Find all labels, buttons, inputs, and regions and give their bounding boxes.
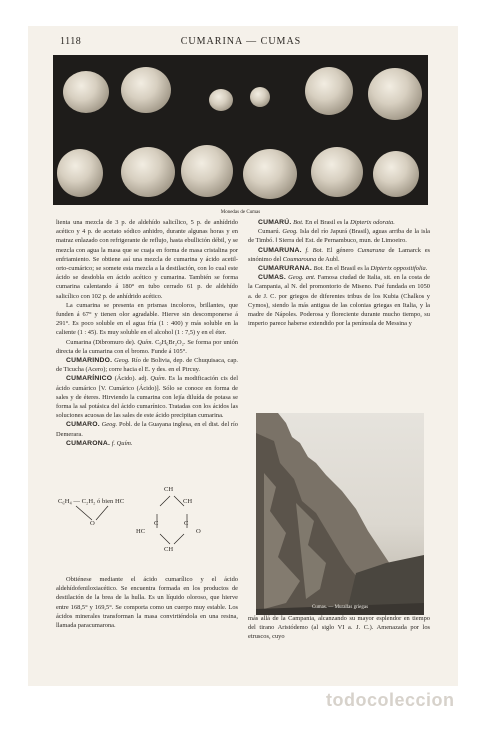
dibromuro-entry bbox=[56, 338, 238, 356]
tag-cumarona: f. Quím. bbox=[110, 439, 133, 447]
genus-cumaruna: Cumaruna bbox=[357, 246, 385, 254]
ruins-drawing bbox=[256, 413, 424, 615]
text-cumaru-geog: Isla del río Japurá (Brasil), aguas arriba de la isla de Timbó. ‖ Sierra del Est. de Pernambuco, mun. de Limoeiro. bbox=[248, 228, 430, 245]
dibromuro-text: C₉H₆Br₂O₂. Se forma por unión directa de la cumarina con el bromo. Funde á 105°. bbox=[56, 338, 238, 355]
entry-cumas bbox=[248, 273, 430, 328]
coin-12 bbox=[373, 151, 419, 197]
text-cumaruna-2: de Lamarck es sinónimo del bbox=[248, 246, 431, 263]
ruins-caption: Cumas. — Murallas griegas bbox=[311, 605, 369, 610]
headword-cumarindo: CUMARINDO. bbox=[66, 357, 113, 365]
formula-hc-left: HC bbox=[136, 528, 146, 535]
coin-11 bbox=[311, 147, 363, 197]
cumarona-structural-formula bbox=[56, 484, 238, 572]
text-cumaro: Pobl. de la Guayana inglesa, en el dist. del río Demerara. bbox=[56, 421, 239, 438]
headword-cumarona: CUMARONA. bbox=[66, 439, 111, 447]
cumas-continuation: más allá de la Campania, alcanzando su mayor esplendor en tiempo del tirano Aristódemo (al siglo VI a. J. C.). Amenazada por los etruscos, cuyo bbox=[248, 615, 430, 641]
tag-cumarindo: Geog. bbox=[112, 357, 130, 365]
formula-c-2: C bbox=[184, 520, 189, 527]
coin-5 bbox=[305, 67, 353, 115]
text-cumarindo: Río de Bolivia, dep. de Chuquisaca, cap. de Ticucha (Acero); corre hacia el E. y des. en el Pircuy. bbox=[56, 357, 238, 374]
headword-cumarinico: CUMARÍNICO bbox=[66, 375, 113, 383]
coin-6 bbox=[368, 68, 422, 120]
term-cumaru-geog: Cumarú. bbox=[258, 228, 283, 236]
left-column bbox=[56, 218, 238, 448]
headword-cumaro: CUMARO. bbox=[66, 421, 100, 429]
tag-cumas: Geog. ant. bbox=[286, 274, 316, 282]
entry-cumaru-bot bbox=[248, 218, 430, 227]
left-paragraph-2: La cumarina se presenta en prismas incoloros, brillantes, que funden á 67° y tienen olor agradable. Hierve sin descomponerse á 291°. Es poco soluble en el agua fría (1 : 400) y más soluble en la caliente (1 : 45). Es muy soluble en el alcohol (1 : 7,5) y en el éter. bbox=[56, 301, 238, 337]
entry-cumarona bbox=[56, 439, 238, 448]
entry-cumaru-geog bbox=[248, 227, 430, 245]
text-cumaruna: El género bbox=[323, 246, 358, 254]
right-column-bottom bbox=[248, 614, 430, 642]
watermark: todocoleccion bbox=[326, 690, 455, 710]
formula-o-left: O bbox=[90, 520, 95, 527]
species-cumaru: Dipterix odorata. bbox=[350, 219, 395, 226]
coins-photograph bbox=[53, 55, 428, 205]
entry-cumaro bbox=[56, 420, 238, 438]
tag-cumarinico: Quím. bbox=[150, 375, 167, 383]
text-cumaru: En el Brasil es la bbox=[303, 219, 351, 226]
text-cumas: Famosa ciudad de Italia, sit. en la costa de la Campania, al N. del promontorio de Miseno. Fué fundada en 1050 a. de J. C. por griegos de diferentes tribus de los Kubia (Chalkos y Cymos), siendo la más antigua de las colonias griegas en Italia, y la madre de Nápoles. Poderosa y floreciente durante mucho tiempo, su imperio parece haberse extendido por la península de Messina y bbox=[248, 274, 430, 328]
formula-o-ring: O bbox=[196, 528, 201, 535]
formula-ch-bottom: CH bbox=[164, 546, 174, 553]
tag-cumarurana: Bot. bbox=[311, 265, 325, 273]
cumarona-description: Obtiénese mediante el ácido cumarílico y el ácido aldehídofeniloxiacético. Se encuentra formada en los productos de destilación de la brea de la hulla. Es un líquido oloroso, que hierve entre 168,5° y 169,5°. Se comporta como un cuerpo muy estable. Los ácidos minerales transforman la masa convirtiéndola en una resina, llamada paracumarona. bbox=[56, 576, 238, 630]
text-cumarurana: En el Brasil es la bbox=[324, 265, 371, 273]
ruins-photograph bbox=[256, 413, 424, 615]
coin-3 bbox=[209, 89, 233, 111]
formula-ch-right: CH bbox=[183, 498, 193, 505]
tag-cumaru-geog: Geog. bbox=[282, 228, 298, 236]
headword-cumaruna: CUMARUNA. bbox=[258, 246, 302, 254]
formula-lhs: C₆H₄ — C₂H₂ ó bien HC bbox=[58, 498, 125, 505]
entry-cumarurana bbox=[248, 264, 430, 273]
headword-cumas: CUMAS. bbox=[258, 274, 287, 282]
formula-c-1: C bbox=[154, 520, 159, 527]
coin-8 bbox=[121, 147, 175, 197]
page-number: 1118 bbox=[60, 36, 82, 47]
text-cumarinico-2: Es la modificación cis del ácido cumárico [V. Cumárico (Ácido)]. Sólo se conoce en forma de sales y de éteres. Hirviendo la cumarina con lejía diluída de potasa se forma la sal potásica del ácido cumarínico. Tratadas con los ácidos las soluciones acuosas de las sales de este ácido precipitan cumarina. bbox=[56, 375, 238, 420]
entry-cumarindo bbox=[56, 356, 238, 374]
headword-cumarurana: CUMARURANA. bbox=[258, 265, 312, 273]
headword-cumaru: CUMARÚ. bbox=[258, 219, 292, 226]
entry-cumarinico bbox=[56, 374, 238, 420]
running-header: CUMARINA — CUMAS bbox=[180, 36, 302, 47]
dibromuro-term: Cumarina (Dibromuro de). bbox=[66, 338, 138, 346]
genus-coumarouna: Coumarouna bbox=[282, 255, 317, 263]
left-paragraph-1: lienta una mezcla de 3 p. de aldehído salicílico, 5 p. de anhídrido acético y 4 p. de acetato sódico anhidro, durante algunas horas y en matraz enlazado con refrigerante de reflujo, hasta ebullición débil, y se mezcla con agua la masa que se cuaja en forma de masa cristalina por enfriamiento. Se obtiene así una mezcla de cumarina y ácido acetil-orto-cumárico; se somete esta mezcla a la destilación, con lo cual este ácido se desdobla en ácido acético y cumarina. También se forma cumarina calentando á 180° en tubo cerrado 61 p. de aldehído salicílico con 102 p. de anhídrido acético. bbox=[56, 219, 238, 300]
coin-2 bbox=[121, 67, 171, 113]
text-cumaruna-3: de Aubl. bbox=[316, 255, 340, 263]
left-column-bottom bbox=[56, 575, 238, 630]
text-cumarinico: (Ácido). adj. bbox=[112, 375, 151, 383]
tag-cumaru: Bot. bbox=[291, 219, 304, 226]
coin-1 bbox=[63, 71, 109, 113]
right-column bbox=[248, 218, 430, 328]
tag-cumaruna: f. Bot. bbox=[301, 246, 324, 254]
coin-10 bbox=[243, 149, 297, 199]
coin-7 bbox=[57, 149, 103, 197]
dibromuro-tag: Quím. bbox=[137, 338, 154, 346]
coins-caption: Monedas de Cumas bbox=[220, 210, 261, 215]
tag-cumaro: Geog. bbox=[99, 421, 118, 429]
coin-4 bbox=[250, 87, 270, 107]
species-cumarurana: Dipterix oppositifolia. bbox=[370, 265, 428, 273]
coin-9 bbox=[181, 145, 233, 197]
formula-ch-top: CH bbox=[164, 486, 174, 493]
entry-cumaruna bbox=[248, 246, 430, 264]
